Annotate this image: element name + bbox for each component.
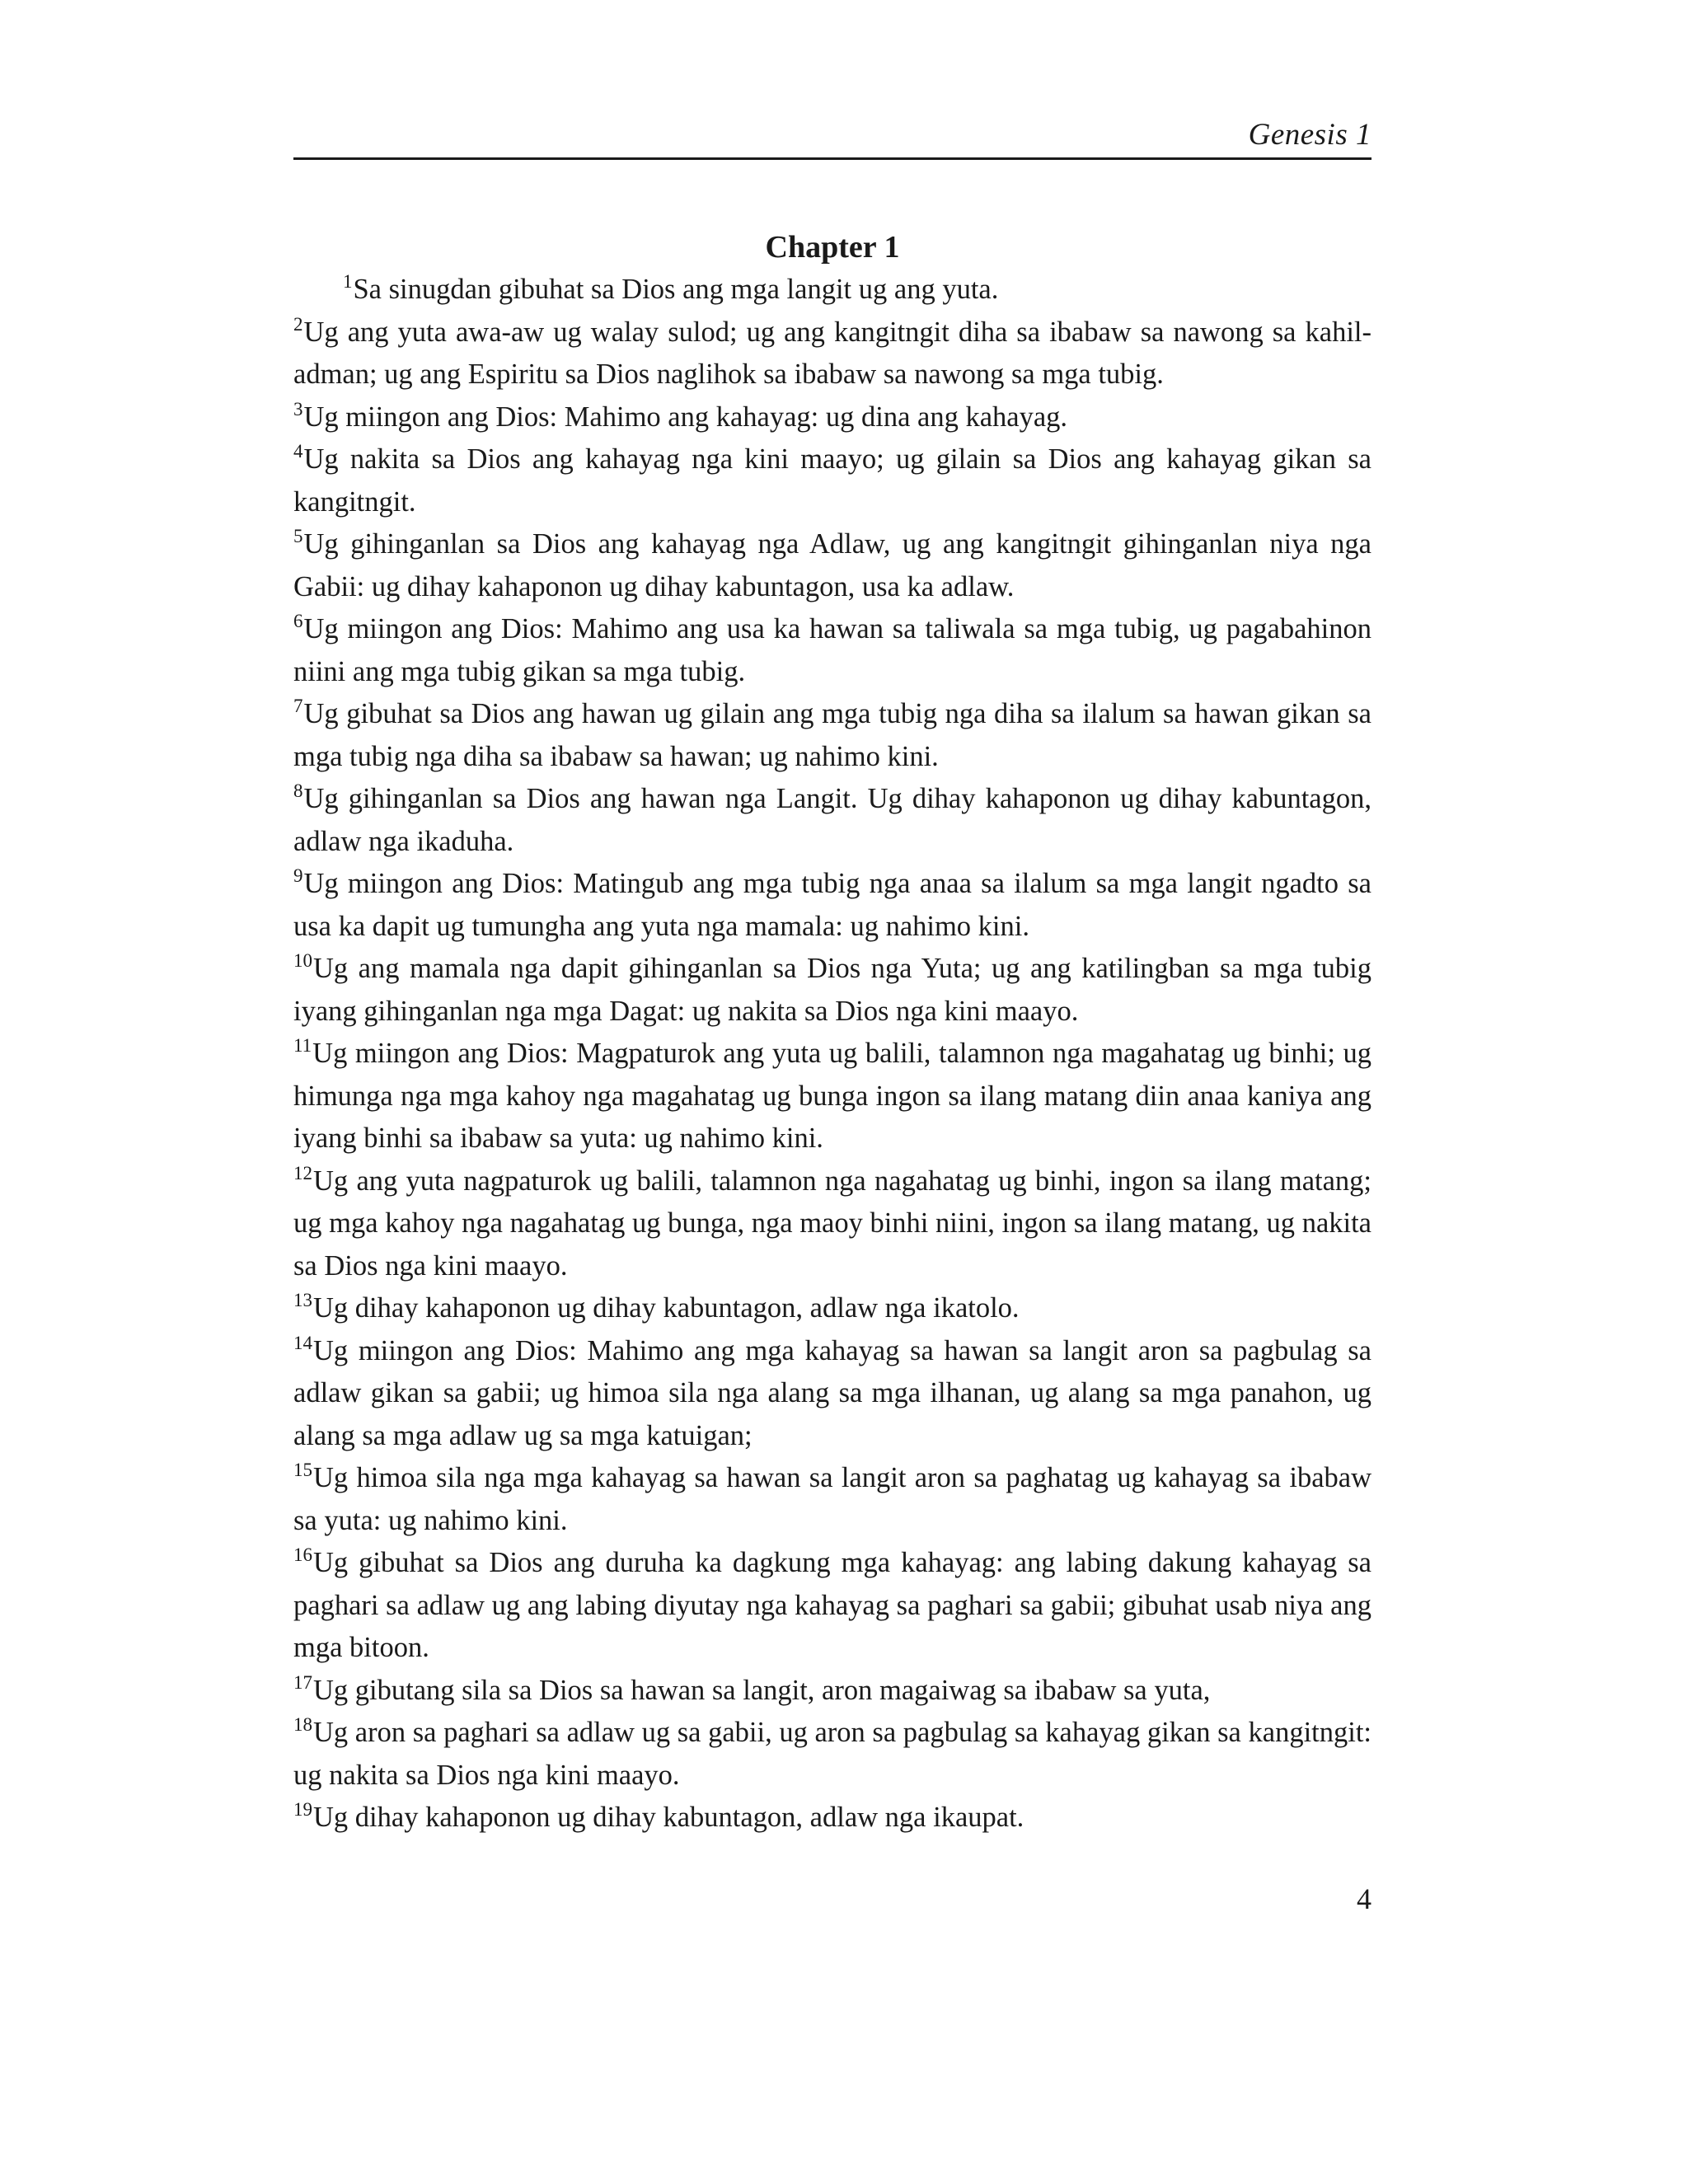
header-rule bbox=[293, 157, 1372, 160]
verse-number: 3 bbox=[293, 398, 303, 419]
verse bbox=[293, 693, 1372, 778]
verse-text: Ug himoa sila nga mga kahayag sa hawan sa langit aron sa paghatag ug kahayag sa ibabaw sa yuta: ug nahimo kini. bbox=[293, 1462, 1372, 1536]
verse-text: Ug miingon ang Dios: Mahimo ang kahayag: ug dina ang kahayag. bbox=[303, 401, 1068, 433]
verse-text: Ug gihinganlan sa Dios ang kahayag nga Adlaw, ug ang kangitngit gihinganlan niya nga Gabii: ug dihay kahaponon ug dihay kabuntagon, usa ka adlaw. bbox=[293, 528, 1372, 602]
verse bbox=[293, 1160, 1372, 1288]
verse bbox=[293, 438, 1372, 523]
verse bbox=[293, 396, 1372, 439]
verse bbox=[293, 1712, 1372, 1797]
verse bbox=[293, 1542, 1372, 1670]
chapter-title: Chapter 1 bbox=[765, 230, 900, 265]
verse-number: 17 bbox=[293, 1671, 312, 1693]
verse bbox=[293, 948, 1372, 1033]
verse-number: 14 bbox=[293, 1332, 312, 1353]
verse-number: 4 bbox=[293, 441, 303, 462]
verse bbox=[293, 523, 1372, 608]
running-header-title: Genesis 1 bbox=[1248, 118, 1372, 152]
verse-text: Ug aron sa paghari sa adlaw ug sa gabii, ug aron sa pagbulag sa kahayag gikan sa kangitngit: ug nakita sa Dios nga kini maayo. bbox=[293, 1717, 1372, 1791]
verse-number: 1 bbox=[343, 271, 353, 293]
verse-text: Ug dihay kahaponon ug dihay kabuntagon, adlaw nga ikatolo. bbox=[313, 1292, 1020, 1324]
verse-text: Ug miingon ang Dios: Mahimo ang usa ka hawan sa taliwala sa mga tubig, ug pagabahinon niini ang mga tubig gikan sa mga tubig. bbox=[293, 613, 1372, 687]
verse-text: Ug dihay kahaponon ug dihay kabuntagon, adlaw nga ikaupat. bbox=[313, 1802, 1025, 1833]
verse bbox=[293, 1670, 1372, 1713]
verse bbox=[293, 1330, 1372, 1458]
verse bbox=[293, 269, 1372, 312]
verse bbox=[293, 1287, 1372, 1330]
page-number: 4 bbox=[1357, 1882, 1372, 1915]
verse-text: Ug gibuhat sa Dios ang duruha ka dagkung mga kahayag: ang labing dakung kahayag sa paghari sa adlaw ug ang labing diyutay nga kahayag sa paghari sa gabii; gibuhat usab niya ang mga bitoon. bbox=[293, 1547, 1372, 1663]
verse bbox=[293, 1797, 1372, 1840]
verse bbox=[293, 608, 1372, 693]
verse-number: 16 bbox=[293, 1544, 312, 1566]
verse bbox=[293, 863, 1372, 948]
verse-text: Ug miingon ang Dios: Matingub ang mga tubig nga anaa sa ilalum sa mga langit ngadto sa usa ka dapit ug tumungha ang yuta nga mamala: ug nahimo kini. bbox=[293, 868, 1372, 942]
verse bbox=[293, 1457, 1372, 1542]
verse-text: Ug nakita sa Dios ang kahayag nga kini maayo; ug gilain sa Dios ang kahayag gikan sa kangitngit. bbox=[293, 443, 1372, 518]
verse-text: Ug gibuhat sa Dios ang hawan ug gilain ang mga tubig nga diha sa ilalum sa hawan gikan sa mga tubig nga diha sa ibabaw sa hawan; ug nahimo kini. bbox=[293, 698, 1372, 772]
verse-number: 2 bbox=[293, 313, 303, 335]
verse-number: 10 bbox=[293, 950, 312, 972]
verse-number: 15 bbox=[293, 1460, 312, 1481]
verse-number: 12 bbox=[293, 1162, 312, 1183]
verse-number: 5 bbox=[293, 526, 303, 547]
verse-text: Ug miingon ang Dios: Mahimo ang mga kahayag sa hawan sa langit aron sa pagbulag sa adlaw gikan sa gabii; ug himoa sila nga alang sa mga ilhanan, ug alang sa mga panahon, ug alang sa mga adlaw ug sa mga katuigan; bbox=[293, 1334, 1372, 1451]
verse-number: 11 bbox=[293, 1035, 312, 1057]
verse bbox=[293, 312, 1372, 396]
verse bbox=[293, 1033, 1372, 1160]
verse-number: 6 bbox=[293, 611, 303, 632]
verse-text: Ug ang yuta awa-aw ug walay sulod; ug ang kangitngit diha sa ibabaw sa nawong sa kahil-adman; ug ang Espiritu sa Dios naglihok sa ibabaw sa nawong sa mga tubig. bbox=[293, 316, 1372, 390]
verse-text: Ug ang yuta nagpaturok ug balili, talamnon nga nagahatag ug binhi, ingon sa ilang matang; ug mga kahoy nga nagahatag ug bunga, nga maoy binhi niini, ingon sa ilang matang, ug nakita sa Dios nga kini maayo. bbox=[293, 1165, 1372, 1282]
verse-number: 9 bbox=[293, 865, 303, 887]
verse bbox=[293, 778, 1372, 863]
verse-text: Ug miingon ang Dios: Magpaturok ang yuta ug balili, talamnon nga magahatag ug binhi; ug himunga nga mga kahoy nga magahatag ug bunga ingon sa ilang matang diin anaa kaniya ang iyang binhi sa ibabaw sa yuta: ug nahimo kini. bbox=[293, 1038, 1372, 1154]
verse-text: Ug ang mamala nga dapit gihinganlan sa Dios nga Yuta; ug ang katilingban sa mga tubig iyang gihinganlan nga mga Dagat: ug nakita sa Dios nga kini maayo. bbox=[293, 953, 1372, 1027]
verse-number: 18 bbox=[293, 1714, 312, 1736]
verse-number: 13 bbox=[293, 1290, 312, 1311]
verse-list bbox=[293, 269, 1372, 1840]
verse-text: Ug gihinganlan sa Dios ang hawan nga Langit. Ug dihay kahaponon ug dihay kabuntagon, adlaw nga ikaduha. bbox=[293, 783, 1372, 857]
verse-number: 19 bbox=[293, 1799, 312, 1821]
verse-text: Ug gibutang sila sa Dios sa hawan sa langit, aron magaiwag sa ibabaw sa yuta, bbox=[313, 1674, 1211, 1706]
verse-number: 8 bbox=[293, 780, 303, 802]
verse-number: 7 bbox=[293, 696, 303, 717]
verse-text: Sa sinugdan gibuhat sa Dios ang mga langit ug ang yuta. bbox=[353, 274, 999, 305]
